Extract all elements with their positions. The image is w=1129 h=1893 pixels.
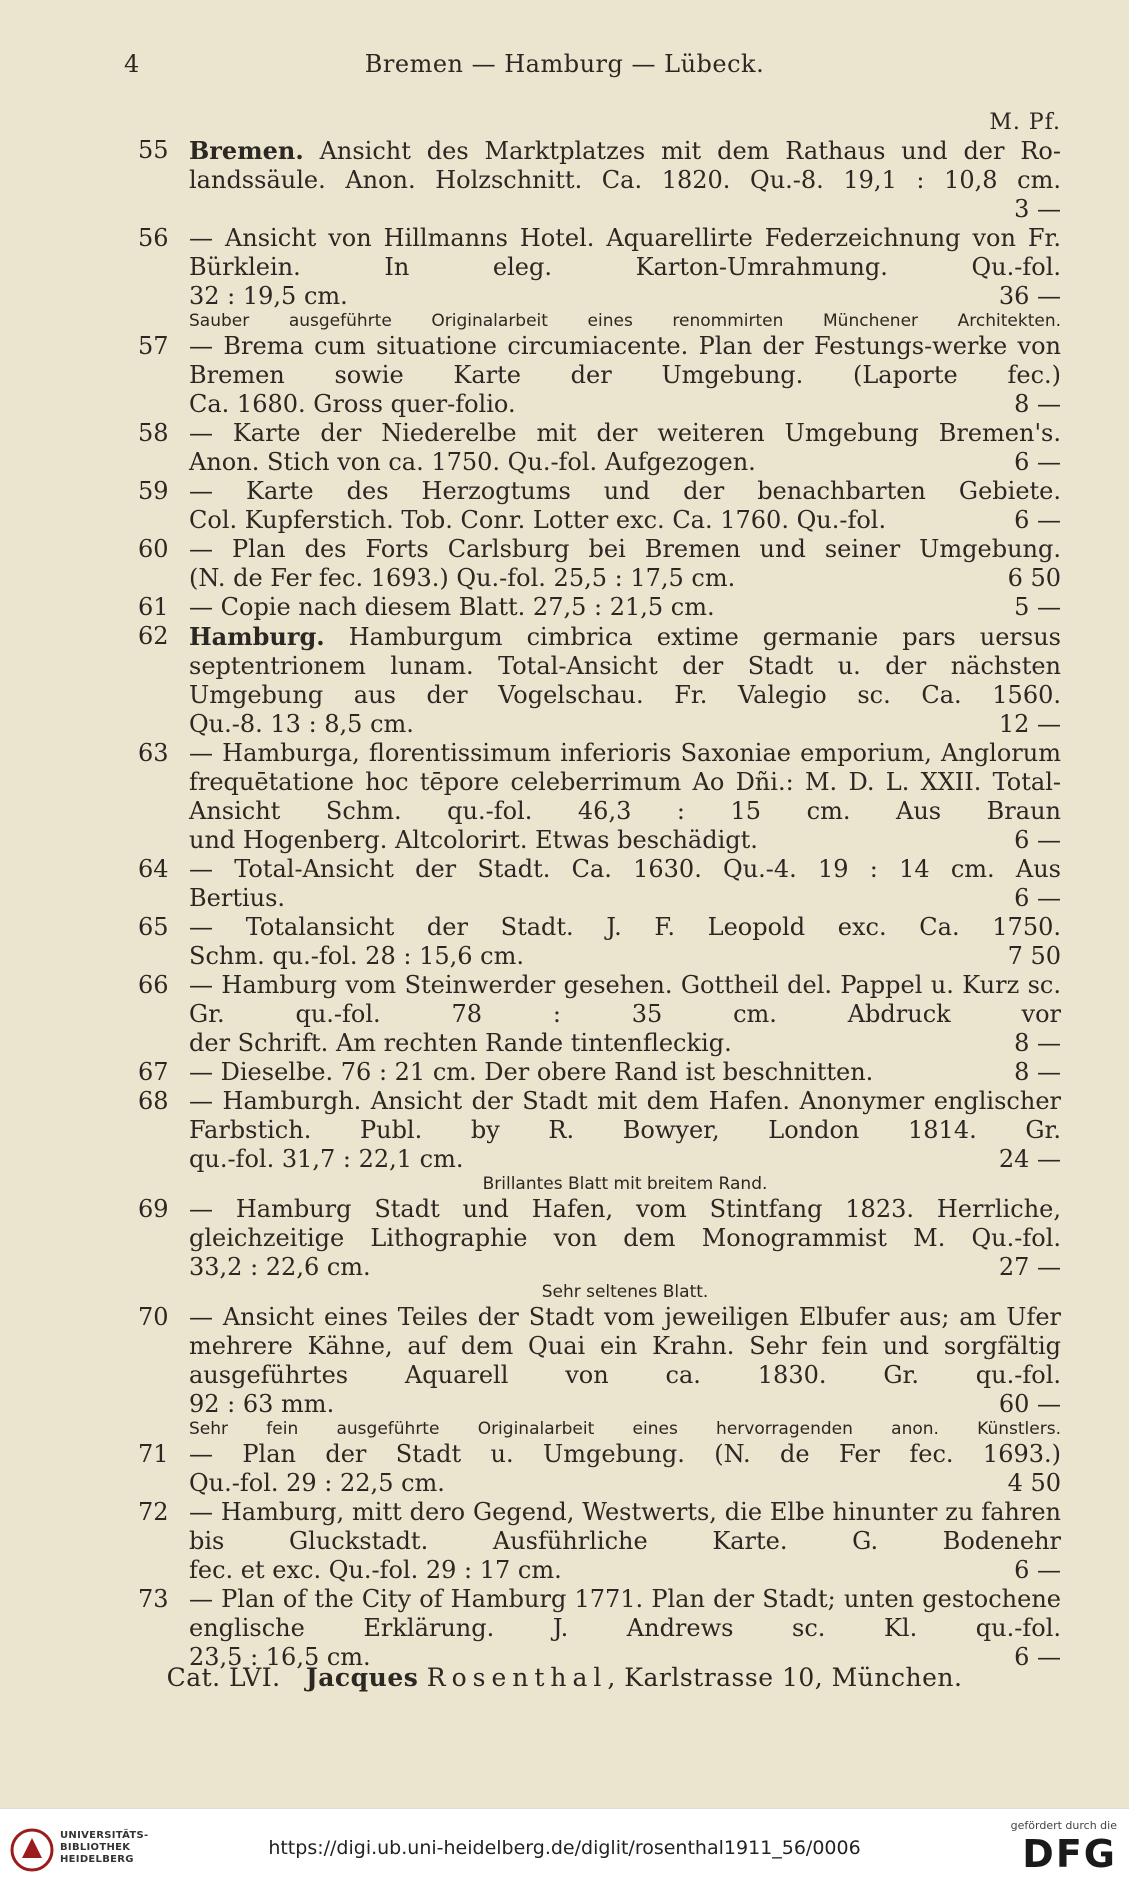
entry-note: Brillantes Blatt mit breitem Rand. bbox=[482, 1174, 768, 1194]
entry-last-text: Qu.-fol. 29 : 22,5 cm. bbox=[189, 1469, 445, 1497]
entry-last-line bbox=[189, 448, 1061, 477]
entry-text bbox=[189, 224, 1061, 282]
catalog-footer bbox=[0, 1663, 1129, 1692]
entry-description: — Plan des Forts Carlsburg bei Bremen und seiner Umgebung. bbox=[189, 535, 1061, 563]
library-line-1: UNIVERSITÄTS- bbox=[60, 1830, 149, 1841]
entry-text bbox=[189, 477, 1061, 506]
entry-number: 63 bbox=[138, 739, 169, 767]
entry-last-text: Ca. 1680. Gross quer-folio. bbox=[189, 390, 516, 418]
catalog-entry bbox=[0, 224, 1129, 332]
entry-description: Hamburgum cimbrica extime germanie pars uersus septentrionem lunam. Total-Ansicht der Stadt u. der nächsten Umgebung aus der Vogelschau. Fr. Valegio sc. Ca. 1560. bbox=[189, 623, 1061, 709]
entry-description: — Plan of the City of Hamburg 1771. Plan der Stadt; unten gestochene englische Erklärung. J. Andrews sc. Kl. qu.-fol. bbox=[189, 1585, 1061, 1642]
entry-last-line bbox=[189, 1253, 1061, 1282]
entry-description: — Totalansicht der Stadt. J. F. Leopold exc. Ca. 1750. bbox=[189, 913, 1061, 941]
entry-description: — Karte des Herzogtums und der benachbarten Gebiete. bbox=[189, 477, 1061, 505]
entry-last-line bbox=[189, 942, 1061, 971]
entry-last-line bbox=[189, 1556, 1061, 1585]
entry-description: — Karte der Niederelbe mit der weiteren Umgebung Bremen's. bbox=[189, 419, 1061, 447]
entry-last-text: (N. de Fer fec. 1693.) Qu.-fol. 25,5 : 17,5 cm. bbox=[189, 564, 736, 592]
entry-last-line bbox=[189, 593, 1061, 622]
entry-lead: Bremen. bbox=[189, 136, 304, 165]
entry-list bbox=[0, 136, 1129, 1672]
entry-last-text: 33,2 : 22,6 cm. bbox=[189, 1253, 371, 1281]
catalog-entry bbox=[0, 855, 1129, 913]
catalog-entry bbox=[0, 739, 1129, 855]
entry-description: — Total-Ansicht der Stadt. Ca. 1630. Qu.-4. 19 : 14 cm. Aus bbox=[189, 855, 1061, 883]
entry-number: 69 bbox=[138, 1195, 169, 1223]
entry-price: 24 — bbox=[998, 1145, 1061, 1173]
entry-text bbox=[189, 1585, 1061, 1643]
page-header bbox=[0, 50, 1129, 90]
catalog-entry bbox=[0, 1585, 1129, 1672]
entry-number: 55 bbox=[138, 136, 169, 164]
entry-price: 6 — bbox=[1014, 1556, 1061, 1584]
entry-last-text: qu.-fol. 31,7 : 22,1 cm. bbox=[189, 1145, 464, 1173]
entry-last-line bbox=[189, 390, 1061, 419]
entry-price: 6 50 bbox=[1007, 564, 1061, 592]
entry-last-line bbox=[189, 1058, 1061, 1087]
entry-description: — Hamburga, florentissimum inferioris Saxoniae emporium, Anglorum frequētatione hoc tēpore celeberrimum Ao Dñi.: M. D. L. XXII. Total-Ansicht Schm. qu.-fol. 46,3 : 15 cm. Aus Braun bbox=[189, 739, 1061, 825]
entry-text bbox=[189, 332, 1061, 390]
catalog-entry bbox=[0, 971, 1129, 1058]
entry-last-line bbox=[189, 564, 1061, 593]
entry-price: 8 — bbox=[1014, 1029, 1061, 1057]
entry-number: 60 bbox=[138, 535, 169, 563]
entry-text bbox=[189, 913, 1061, 942]
catalog-entry bbox=[0, 1303, 1129, 1440]
entry-number: 61 bbox=[138, 593, 169, 621]
entry-description: — Hamburg, mitt dero Gegend, Westwerts, die Elbe hinunter zu fahren bis Gluckstadt. Ausführliche Karte. G. Bodenehr bbox=[189, 1498, 1061, 1555]
entry-number: 58 bbox=[138, 419, 169, 447]
catalog-entry bbox=[0, 477, 1129, 535]
entry-price: 6 — bbox=[1014, 448, 1061, 476]
entry-number: 68 bbox=[138, 1087, 169, 1115]
dfg-logo[interactable] bbox=[997, 1819, 1117, 1885]
entry-text bbox=[189, 739, 1061, 826]
entry-last-text: der Schrift. Am rechten Rande tintenfleckig. bbox=[189, 1029, 732, 1057]
entry-description: — Plan der Stadt u. Umgebung. (N. de Fer fec. 1693.) bbox=[189, 1440, 1061, 1468]
entry-last-line bbox=[189, 710, 1061, 739]
entry-number: 57 bbox=[138, 332, 169, 360]
entry-last-text: Col. Kupferstich. Tob. Conr. Lotter exc. Ca. 1760. Qu.-fol. bbox=[189, 506, 887, 534]
entry-price: 4 50 bbox=[1007, 1469, 1061, 1497]
catalog-entry bbox=[0, 136, 1129, 224]
entry-text bbox=[189, 535, 1061, 564]
funding-text: gefördert durch die bbox=[1010, 1819, 1117, 1832]
entry-number: 66 bbox=[138, 971, 169, 999]
entry-note: Sehr seltenes Blatt. bbox=[541, 1282, 709, 1302]
entry-description: — Hamburg Stadt und Hafen, vom Stintfang 1823. Herrliche, gleichzeitige Lithographie von dem Monogrammist M. Qu.-fol. bbox=[189, 1195, 1061, 1252]
entry-last-text: Schm. qu.-fol. 28 : 15,6 cm. bbox=[189, 942, 524, 970]
library-line-3: HEIDELBERG bbox=[60, 1854, 134, 1865]
catalog-entry bbox=[0, 1498, 1129, 1585]
entry-text bbox=[189, 622, 1061, 710]
entry-lead: Hamburg. bbox=[189, 622, 325, 651]
page-number: 4 bbox=[124, 50, 140, 78]
entry-last-text: 23,5 : 16,5 cm. bbox=[189, 1643, 371, 1671]
permalink-url[interactable]: https://digi.ub.uni-heidelberg.de/diglit/rosenthal1911_56/0006 bbox=[268, 1837, 861, 1859]
entry-number: 65 bbox=[138, 913, 169, 941]
entry-number: 62 bbox=[138, 622, 169, 650]
entry-text bbox=[189, 855, 1061, 884]
entry-note: Sauber ausgeführte Originalarbeit eines renommirten Münchener Architekten. bbox=[189, 311, 1061, 331]
entry-price: 5 — bbox=[1014, 593, 1061, 621]
entry-last-line bbox=[189, 1145, 1061, 1174]
entry-last-text: 92 : 63 mm. bbox=[189, 1390, 335, 1418]
viewer-footer-bar bbox=[0, 1808, 1129, 1893]
entry-price: 6 — bbox=[1014, 1643, 1061, 1671]
entry-price: 6 — bbox=[1014, 826, 1061, 854]
catalog-entry bbox=[0, 1195, 1129, 1303]
entry-number: 71 bbox=[138, 1440, 169, 1468]
catalog-entry bbox=[0, 1087, 1129, 1195]
entry-text bbox=[189, 1440, 1061, 1469]
firm-first-name: Jacques bbox=[305, 1663, 419, 1692]
entry-last-line bbox=[189, 884, 1061, 913]
entry-number: 73 bbox=[138, 1585, 169, 1613]
entry-number: 72 bbox=[138, 1498, 169, 1526]
catalog-entry bbox=[0, 1058, 1129, 1087]
entry-price: 60 — bbox=[998, 1390, 1061, 1418]
dfg-wordmark: DFG bbox=[1022, 1832, 1117, 1876]
entry-description: — Brema cum situatione circumiacente. Plan der Festungs-werke von Bremen sowie Karte der Umgebung. (Laporte fec.) bbox=[189, 332, 1061, 389]
entry-number: 64 bbox=[138, 855, 169, 883]
entry-last-line bbox=[189, 282, 1061, 311]
entry-price: 6 — bbox=[1014, 506, 1061, 534]
entry-number: 56 bbox=[138, 224, 169, 252]
entry-text bbox=[189, 1195, 1061, 1253]
entry-last-line bbox=[189, 506, 1061, 535]
entry-last-text: Bertius. bbox=[189, 884, 286, 912]
running-title: Bremen — Hamburg — Lübeck. bbox=[364, 50, 765, 78]
entry-text bbox=[189, 419, 1061, 448]
entry-price: 36 — bbox=[998, 282, 1061, 310]
entry-price: 6 — bbox=[1014, 884, 1061, 912]
entry-number: 59 bbox=[138, 477, 169, 505]
entry-price: 12 — bbox=[998, 710, 1061, 738]
entry-price: 8 — bbox=[1014, 390, 1061, 418]
entry-last-line bbox=[189, 826, 1061, 855]
entry-last-line bbox=[189, 1029, 1061, 1058]
entry-text bbox=[189, 1498, 1061, 1556]
entry-description: Ansicht des Marktplatzes mit dem Rathaus und der Ro-landssäule. Anon. Holzschnitt. Ca. 1820. Qu.-8. 19,1 : 10,8 cm. bbox=[189, 137, 1061, 194]
entry-last-text: Qu.-8. 13 : 8,5 cm. bbox=[189, 710, 414, 738]
entry-price: 27 — bbox=[998, 1253, 1061, 1281]
firm-address: , Karlstrasse 10, München. bbox=[607, 1663, 963, 1692]
catalog-entry bbox=[0, 622, 1129, 739]
entry-last-line bbox=[189, 195, 1061, 224]
catalog-entry bbox=[0, 535, 1129, 593]
entry-price: 8 — bbox=[1014, 1058, 1061, 1086]
entry-description: — Hamburg vom Steinwerder gesehen. Gottheil del. Pappel u. Kurz sc. Gr. qu.-fol. 78 : 35 cm. Abdruck vor bbox=[189, 971, 1061, 1028]
entry-last-line bbox=[189, 1390, 1061, 1419]
entry-last-text: Anon. Stich von ca. 1750. Qu.-fol. Aufgezogen. bbox=[189, 448, 756, 476]
catalog-entry bbox=[0, 419, 1129, 477]
entry-last-text: — Dieselbe. 76 : 21 cm. Der obere Rand ist beschnitten. bbox=[189, 1058, 874, 1086]
firm-last-name: Rosenthal bbox=[426, 1663, 608, 1692]
library-line-2: BIBLIOTHEK bbox=[60, 1842, 131, 1853]
entry-last-text: fec. et exc. Qu.-fol. 29 : 17 cm. bbox=[189, 1556, 562, 1584]
catalog-entry bbox=[0, 1440, 1129, 1498]
entry-text bbox=[189, 1303, 1061, 1390]
entry-text bbox=[189, 971, 1061, 1029]
entry-price: 3 — bbox=[1014, 195, 1061, 223]
entry-description: — Hamburgh. Ansicht der Stadt mit dem Hafen. Anonymer englischer Farbstich. Publ. by R. Bowyer, London 1814. Gr. bbox=[189, 1087, 1061, 1144]
entry-last-text: — Copie nach diesem Blatt. 27,5 : 21,5 cm. bbox=[189, 593, 715, 621]
catalog-entry bbox=[0, 913, 1129, 971]
entry-last-text: und Hogenberg. Altcolorirt. Etwas beschädigt. bbox=[189, 826, 758, 854]
entry-note: Sehr fein ausgeführte Originalarbeit eines hervorragenden anon. Künstlers. bbox=[189, 1419, 1061, 1439]
entry-number: 70 bbox=[138, 1303, 169, 1331]
entry-price: 7 50 bbox=[1007, 942, 1061, 970]
catalog-entry bbox=[0, 332, 1129, 419]
entry-description: — Ansicht eines Teiles der Stadt vom jeweiligen Elbufer aus; am Ufer mehrere Kähne, auf dem Quai ein Krahn. Sehr fein und sorgfältig ausgeführtes Aquarell von ca. 1830. Gr. qu.-fol. bbox=[189, 1303, 1061, 1389]
entry-last-text: 32 : 19,5 cm. bbox=[189, 282, 348, 310]
entry-number: 67 bbox=[138, 1058, 169, 1086]
entry-text bbox=[189, 136, 1061, 195]
catalog-number: Cat. LVI. bbox=[166, 1663, 281, 1692]
entry-text bbox=[189, 1087, 1061, 1145]
entry-last-line bbox=[189, 1469, 1061, 1498]
entry-description: — Ansicht von Hillmanns Hotel. Aquarellirte Federzeichnung von Fr. Bürklein. In eleg. Karton-Umrahmung. Qu.-fol. bbox=[189, 224, 1061, 281]
catalog-entry bbox=[0, 593, 1129, 622]
currency-header: M. Pf. bbox=[989, 110, 1061, 135]
